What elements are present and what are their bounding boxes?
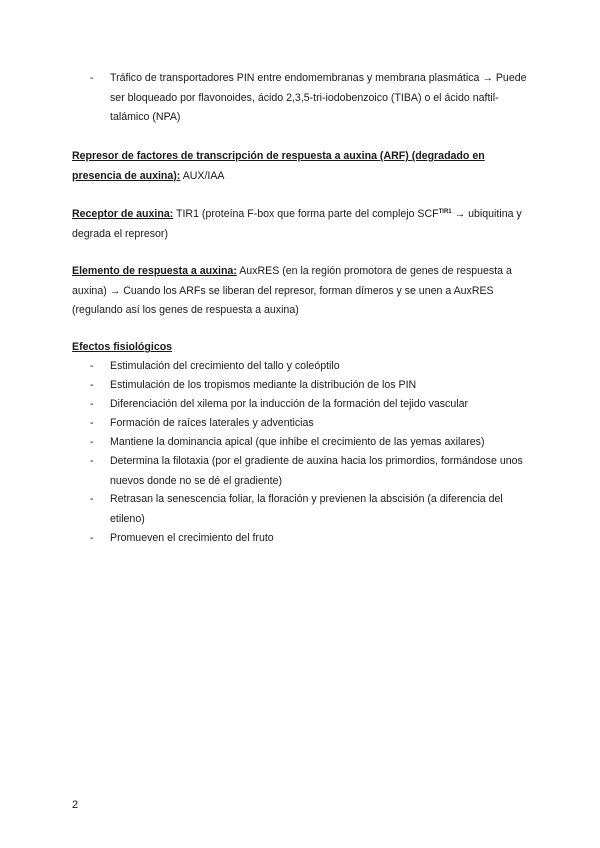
- bullet-dash: -: [90, 72, 94, 84]
- bullet-dash: -: [90, 379, 94, 391]
- bullet-dash: -: [90, 398, 94, 410]
- response-element-text: AuxRES (en la región promotora de genes de respuesta a auxina) → Cuando los ARFs se liberan del represor, forman dímeros y se unen a AuxRES (regulando así los genes de respuesta a auxina): [72, 265, 512, 316]
- repressor-text: AUX/IAA: [180, 169, 225, 182]
- effects-item-text: Retrasan la senescencia foliar, la floración y previenen la abscisión (a diferencia del etileno): [110, 493, 503, 525]
- effects-item: [90, 452, 530, 491]
- response-element-heading: Elemento de respuesta a auxina:: [72, 265, 237, 277]
- effects-heading-line: [72, 338, 532, 358]
- effects-item-text: Mantiene la dominancia apical (que inhibe el crecimiento de las yemas axilares): [110, 436, 485, 448]
- effects-item: [90, 529, 530, 549]
- receptor-text-before: TIR1 (proteína F-box que forma parte del complejo SCF: [173, 208, 439, 220]
- effects-item-text: Promueven el crecimiento del fruto: [110, 532, 274, 544]
- repressor-paragraph: [72, 147, 532, 186]
- effects-item-text: Estimulación del crecimiento del tallo y coleóptilo: [110, 360, 340, 372]
- effects-item: [90, 414, 530, 434]
- effects-item-text: Estimulación de los tropismos mediante la distribución de los PIN: [110, 379, 417, 391]
- bullet-dash: -: [90, 360, 94, 372]
- response-element-paragraph: [72, 262, 532, 321]
- effects-item: [90, 433, 530, 453]
- bullet-dash: -: [90, 532, 94, 544]
- bullet-dash: -: [90, 417, 94, 429]
- effects-item: [90, 376, 530, 396]
- receptor-paragraph: [72, 205, 532, 244]
- bullet-dash: -: [90, 493, 94, 505]
- effects-heading: Efectos fisiológicos: [72, 341, 173, 353]
- effects-item-text: Diferenciación del xilema por la inducción de la formación del tejido vascular: [110, 398, 469, 410]
- repressor-heading: Represor de factores de transcripción de respuesta a auxina (ARF) (degradado en presencia de auxina):: [72, 150, 485, 182]
- receptor-text-after: → ubiquitina y degrada el represor): [72, 208, 522, 240]
- effects-item-text: Determina la filotaxia (por el gradiente de auxina hacia los primordios, formándose unos nuevos donde no se dé el gradiente): [110, 455, 523, 487]
- effects-item: [90, 490, 530, 529]
- pin-trafficking-bullet: [90, 69, 530, 128]
- pin-trafficking-text: Tráfico de transportadores PIN entre endomembranas y membrana plasmática → Puede ser bloqueado por flavonoides, ácido 2,3,5-tri-iodobenzoico (TIBA) o el ácido naftil-talámico (NPA): [110, 72, 527, 123]
- bullet-dash: -: [90, 436, 94, 448]
- bullet-dash: -: [90, 455, 94, 467]
- effects-item-text: Formación de raíces laterales y adventicias: [110, 417, 314, 429]
- effects-item: [90, 357, 530, 377]
- effects-item: [90, 395, 530, 415]
- page-number: 2: [72, 799, 79, 811]
- receptor-heading: Receptor de auxina:: [72, 208, 174, 220]
- receptor-superscript: TIR1: [438, 209, 452, 215]
